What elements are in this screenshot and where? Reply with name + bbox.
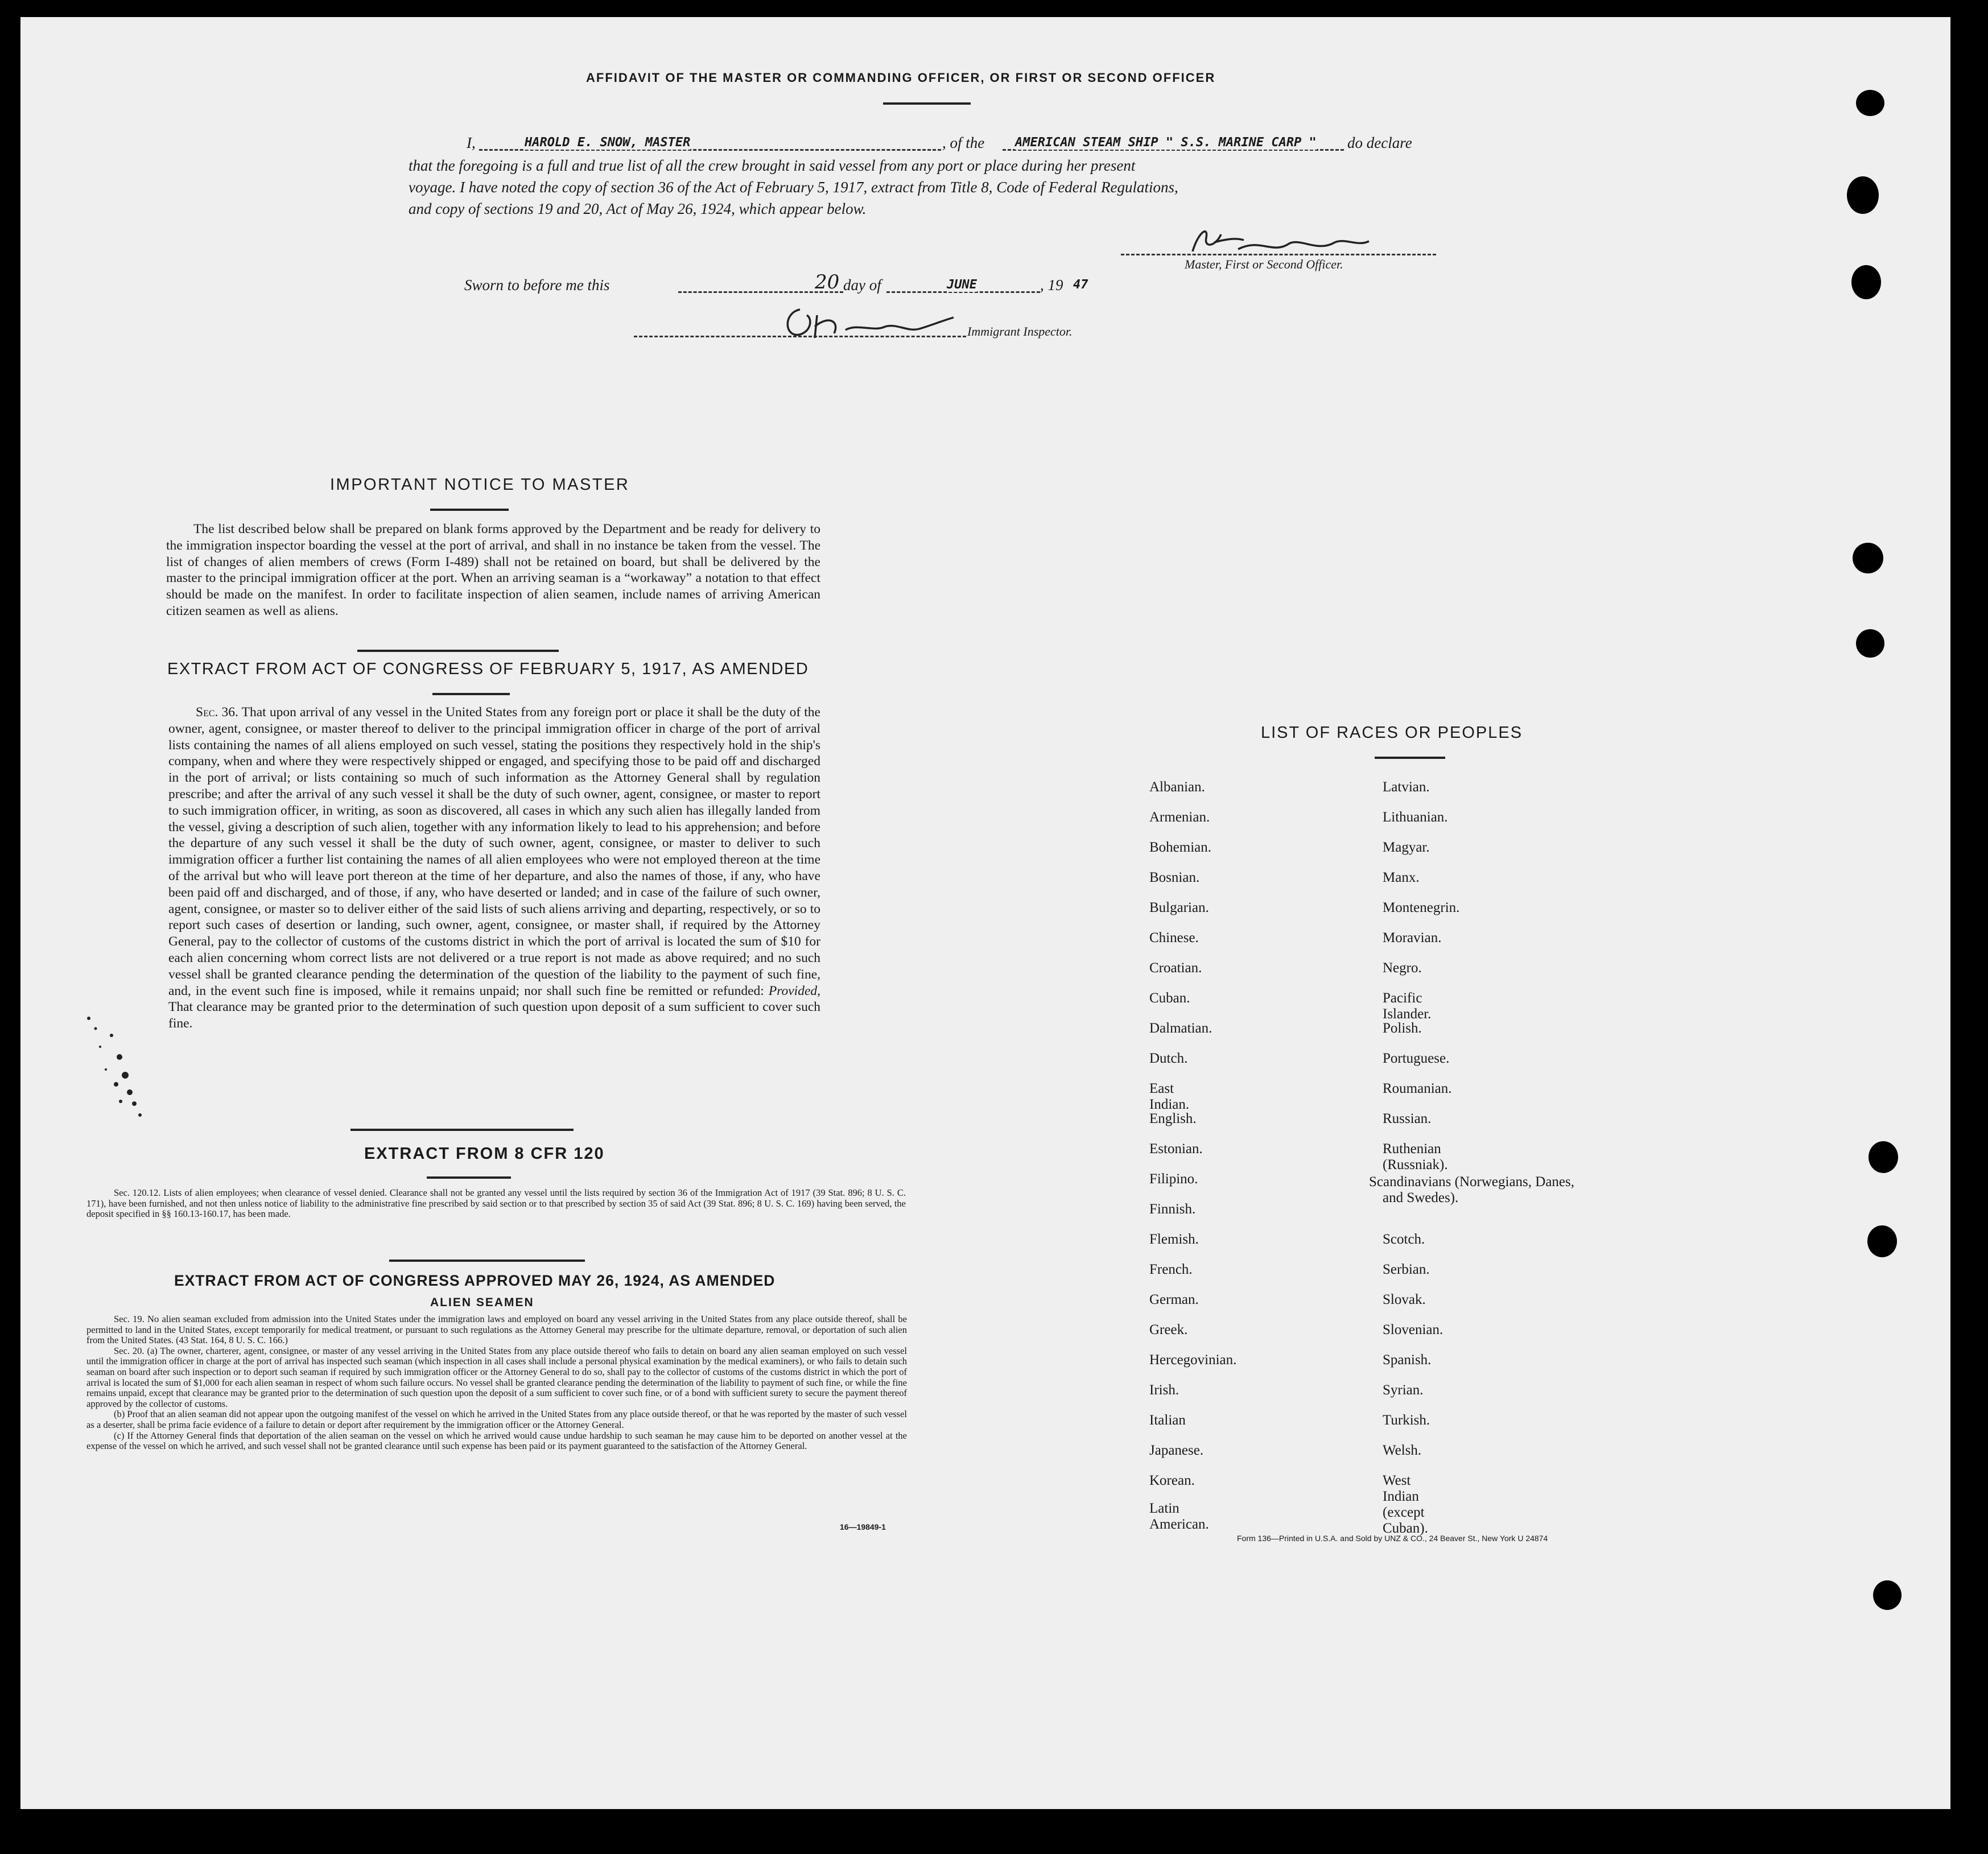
- race-item: French.: [1149, 1262, 1193, 1277]
- race-item: Serbian.: [1383, 1262, 1430, 1277]
- affidavit-line-2: that the foregoing is a full and true list of all the crew brought in said vessel from any port or place during her present: [409, 157, 1136, 174]
- title-rule: [883, 102, 971, 105]
- race-item: Manx.: [1383, 870, 1420, 885]
- section-36-body: That upon arrival of any vessel in the United States from any foreign port or place it shall be the duty of the owner, agent, consignee, or master thereof to deliver to the principal immigration officer in charge of the port of arrival lists containing the names of all aliens employed on such vessel, stating the positions they respectively hold in the ship's company, when and where they were respectively shipped or engaged, and specifying those to be paid off and discharged in the port of arrival; or lists containing so much of such information as the Attorney General shall by regulation prescribe; and after the arrival of any such vessel it shall be the duty of such owner, agent, consignee, or master to report to such immigration officer, in writing, as soon as discovered, all cases in which any such alien has illegally landed from the vessel, giving a description of such alien, together with any information likely to lead to his apprehension; and before the departure of any such vessel it shall be the duty of such owner, agent, consignee, or master to deliver to such immigration officer a further list containing the names of all alien employees who were not employed thereon at the time of the arrival but who will leave port thereon at the time of her departure, and also the names of those, if any, who have been paid off and discharged, and of those, if any, who have deserted or landed; and in case of the failure of such owner, agent, consignee, or master so to deliver either of the said lists of such aliens arriving and departing, respectively, or so to report such cases of desertion or landing, such owner, agent, consignee, or master shall, if required by the Attorney General, pay to the collector of customs of the customs district in which the port of arrival is located the sum of $10 for each alien concerning whom correct lists are not delivered or a true report is not made as above required; and no such vessel shall be granted clearance pending the determination of the question of the liability to the payment of such fine, and, in the event such fine is imposed, while it remains unpaid; nor shall such fine be remitted or refunded:: [168, 705, 820, 998]
- race-item: Welsh.: [1383, 1443, 1422, 1458]
- race-item: Slovenian.: [1383, 1322, 1443, 1337]
- race-item: Roumanian.: [1383, 1081, 1452, 1096]
- section-36-label: Sec. 36.: [196, 705, 238, 720]
- notice-title: IMPORTANT NOTICE TO MASTER: [330, 476, 630, 494]
- race-item: Turkish.: [1383, 1413, 1430, 1428]
- inspector-caption: Immigrant Inspector.: [967, 324, 1073, 338]
- race-item: Hercegovinian.: [1149, 1352, 1237, 1368]
- ink-specks: [66, 1001, 157, 1126]
- notice-end-rule: [357, 650, 559, 652]
- race-item: Bulgarian.: [1149, 900, 1209, 915]
- vessel-name-value: AMERICAN STEAM SHIP " S.S. MARINE CARP ": [1015, 135, 1317, 150]
- affidavit-line-4: and copy of sections 19 and 20, Act of May 26, 1924, which appear below.: [409, 200, 867, 217]
- race-item: Dutch.: [1149, 1051, 1188, 1066]
- races-rule: [1375, 757, 1445, 759]
- race-item: Cuban.: [1149, 990, 1190, 1006]
- extract-1917-title: EXTRACT FROM ACT OF CONGRESS OF FEBRUARY 5, 1917, AS AMENDED: [167, 660, 809, 678]
- race-item: Latvian.: [1383, 779, 1430, 795]
- race-item: Portuguese.: [1383, 1051, 1450, 1066]
- punch-hole: [1853, 543, 1883, 573]
- master-caption: Master, First or Second Officer.: [1185, 257, 1343, 271]
- race-item: Bohemian.: [1149, 840, 1212, 855]
- race-item: Scandinavians (Norwegians, Danes, and Swedes).: [1369, 1174, 1575, 1205]
- race-item: Syrian.: [1383, 1382, 1424, 1398]
- section-36-body-end: That clearance may be granted prior to the determination of such question upon deposit of a sum sufficient to cover such fine.: [168, 1000, 820, 1031]
- punch-hole: [1851, 265, 1881, 299]
- race-item: Japanese.: [1149, 1443, 1204, 1458]
- race-item: German.: [1149, 1292, 1199, 1307]
- affidavit-line-1: I, HAROLD E. SNOW, MASTER , of the AMERICAN STEAM SHIP " S.S. MARINE CARP " do declare: [467, 134, 1412, 151]
- race-item: Moravian.: [1383, 930, 1442, 945]
- race-item: Bosnian.: [1149, 870, 1200, 885]
- race-item: Magyar.: [1383, 840, 1430, 855]
- provided-word: Provided,: [768, 983, 821, 998]
- race-item: Russian.: [1383, 1111, 1432, 1126]
- document-page: [20, 17, 1950, 1809]
- section-20b-text: (b) Proof that an alien seaman did not appear upon the outgoing manifest of the vessel on which he arrived in the United States from any place outside thereof, or that he was reported by the master of such vessel as a deserter, shall be prima facie evidence of a failure to detain or deport after requirement by the immigration officer or the Attorney General.: [86, 1409, 907, 1430]
- race-item: Albanian.: [1149, 779, 1205, 795]
- extract-1924-title: EXTRACT FROM ACT OF CONGRESS APPROVED MAY 26, 1924, AS AMENDED: [174, 1272, 776, 1289]
- extract-cfr-title: EXTRACT FROM 8 CFR 120: [364, 1145, 605, 1163]
- race-item: Greek.: [1149, 1322, 1188, 1337]
- race-item: Flemish.: [1149, 1232, 1199, 1247]
- master-name-value: HAROLD E. SNOW, MASTER: [525, 135, 691, 150]
- extract-1917-rule: [432, 693, 510, 695]
- race-item: Spanish.: [1383, 1352, 1432, 1368]
- sworn-line: Sworn to before me this 20 day of JUNE , 19 47: [464, 271, 1088, 294]
- punch-hole: [1869, 1141, 1898, 1173]
- section-36-text: [168, 704, 820, 1032]
- race-item: Negro.: [1383, 960, 1422, 976]
- race-item: Chinese.: [1149, 930, 1199, 945]
- affidavit-title: AFFIDAVIT OF THE MASTER OR COMMANDING OFFICER, OR FIRST OR SECOND OFFICER: [586, 71, 1216, 85]
- punch-hole: [1867, 1225, 1897, 1257]
- affidavit-line-3: voyage. I have noted the copy of section 36 of the Act of February 5, 1917, extract from Title 8, Code of Federal Regulations,: [409, 179, 1178, 196]
- race-item: Polish.: [1383, 1021, 1422, 1036]
- notice-rule: [430, 509, 509, 511]
- master-signature: [1181, 215, 1375, 261]
- extract-cfr-rule: [427, 1176, 511, 1179]
- race-item: Italian: [1149, 1413, 1186, 1428]
- race-item: East Indian.: [1149, 1081, 1190, 1112]
- race-item: English.: [1149, 1111, 1197, 1126]
- race-item: Estonian.: [1149, 1141, 1203, 1157]
- extract-cfr-text: Sec. 120.12. Lists of alien employees; when clearance of vessel denied. Clearance shall not be granted any vessel until the lists required by section 36 of the Immigration Act of 1917 (39 Stat. 896; 8 U. S. C. 171), have been furnished, and not then unless notice of liability to the administrative fine prescribed by said section or to that prescribed by section 35 of said Act (39 Stat. 896; 8 U. S. C. 169) having been served, the deposit specified in §§ 160.13-160.17, has been made.: [86, 1187, 906, 1220]
- section-20a-text: Sec. 20. (a) The owner, charterer, agent, consignee, or master of any vessel arriving in the United States from any place outside thereof who fails to detain on board any alien seaman employed on such vessel until the immigration officer in charge at the port of arrival has inspected such seaman (which inspection in all cases shall include a personal physical examination by the medical examiners), or who fails to detain such seaman on board after such inspection or to deport such seaman if required by such immigration officer or the Attorney General to do so, shall pay to the collector of customs of the customs district in which the port of arrival is located the sum of $1,000 for each alien seaman in respect of whom such failure occurs. No vessel shall be granted clearance pending the determination of the liability to payment of such fine, or while the fine remains unpaid, except that clearance may be granted prior to the determination of such question upon the deposit of a sum sufficient to cover such fine, or of a bond with sufficient surety to secure the payment thereof approved by the collector of customs.: [86, 1345, 907, 1409]
- race-item: Filipino.: [1149, 1171, 1198, 1187]
- form-code: 16—19849-1: [840, 1522, 886, 1531]
- day-value: 20: [815, 271, 840, 294]
- extract-cfr-end-rule: [389, 1260, 585, 1262]
- extract-1924-subtitle: ALIEN SEAMEN: [430, 1296, 534, 1309]
- extract-1917-end-rule: [350, 1129, 574, 1131]
- punch-hole: [1847, 176, 1879, 214]
- section-19-text: Sec. 19. No alien seaman excluded from admission into the United States under the immigration laws and employed on board any vessel arriving in the United States from any place outside thereof, shall be permitted to land in the United States, except temporarily for medical treatment, or pursuant to such regulations as the Attorney General may prescribe for the ultimate departure, removal, or deportation of such alien from the United States. (43 Stat. 164, 8 U. S. C. 166.): [86, 1314, 907, 1346]
- race-item: Pacific Islander.: [1383, 990, 1432, 1022]
- race-item: Latin American.: [1149, 1501, 1209, 1532]
- race-item: Finnish.: [1149, 1201, 1196, 1217]
- race-item: Lithuanian.: [1383, 810, 1448, 825]
- race-item: Slovak.: [1383, 1292, 1426, 1307]
- printer-footer: Form 136—Printed in U.S.A. and Sold by UNZ & CO., 24 Beaver St., New York U 24874: [1237, 1534, 1548, 1543]
- race-item: Ruthenian (Russniak).: [1383, 1141, 1448, 1172]
- race-item: Scotch.: [1383, 1232, 1425, 1247]
- punch-hole: [1856, 629, 1884, 658]
- race-item: Armenian.: [1149, 810, 1210, 825]
- race-item: West Indian (except Cuban).: [1383, 1473, 1428, 1536]
- extract-1924-text: [86, 1314, 907, 1452]
- year-value: 47: [1073, 278, 1088, 292]
- notice-text: The list described below shall be prepared on blank forms approved by the Department and be ready for delivery to the immigration inspector boarding the vessel at the port of arrival, and shall in no instance be taken from the vessel. The list of changes of alien members of crews (Form I-489) shall not be retained on board, but shall be delivered by the master to the principal immigration officer at the port. When an arriving seaman is a “workaway” a notation to that effect should be made on the manifest. In order to facilitate inspection of alien seamen, include names of arriving American citizen seamen as well as aliens.: [166, 522, 820, 618]
- inspector-signature: [777, 298, 971, 344]
- race-item: Dalmatian.: [1149, 1021, 1212, 1036]
- month-value: JUNE: [947, 278, 977, 292]
- races-title: LIST OF RACES OR PEOPLES: [1261, 724, 1523, 742]
- race-item: Irish.: [1149, 1382, 1179, 1398]
- section-20c-text: (c) If the Attorney General finds that deportation of the alien seaman on the vessel on which he arrived would cause undue hardship to such seaman he may cause him to be deported on another vessel at the expense of the vessel on which he arrived, and such vessel shall not be granted clearance until such expense has been paid or its payment guaranteed to the satisfaction of the Attorney General.: [86, 1430, 907, 1452]
- race-item: Croatian.: [1149, 960, 1202, 976]
- punch-hole: [1873, 1580, 1902, 1610]
- race-item: Montenegrin.: [1383, 900, 1460, 915]
- race-item: Korean.: [1149, 1473, 1195, 1488]
- punch-hole: [1856, 90, 1884, 116]
